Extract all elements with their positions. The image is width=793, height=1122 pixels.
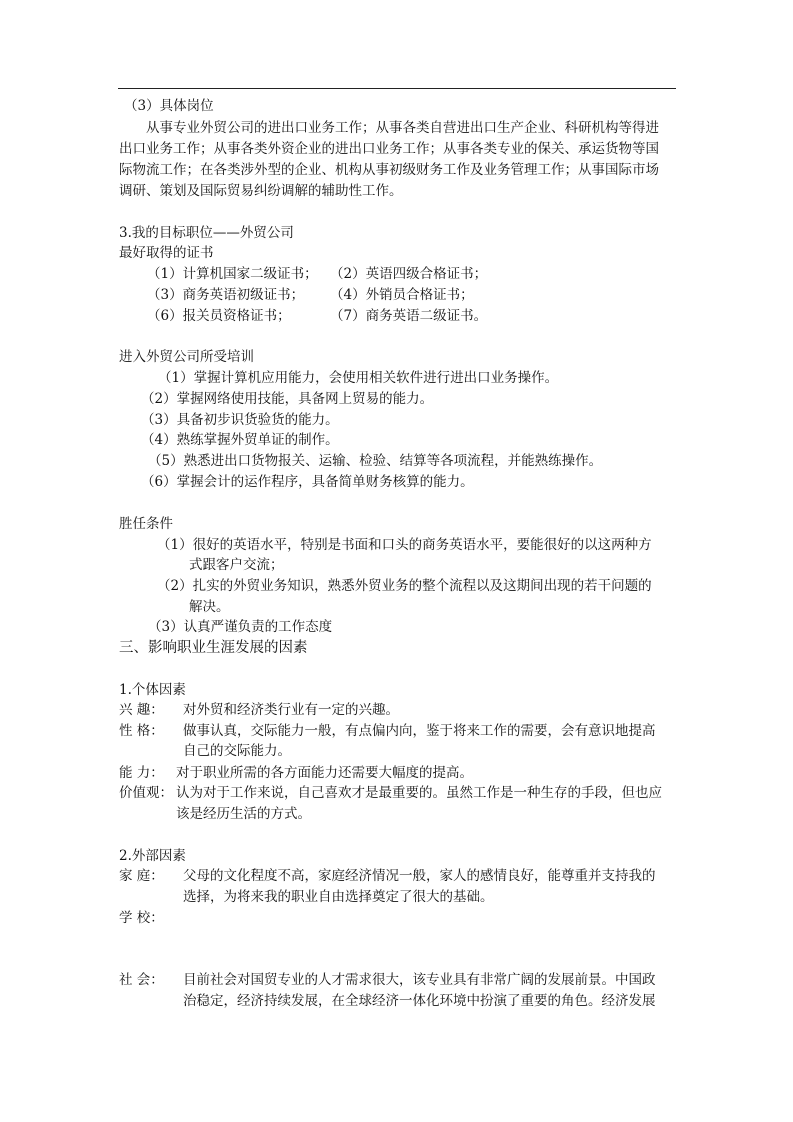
jobs-heading: （3）具体岗位 bbox=[124, 98, 214, 114]
character-label: 性 格： bbox=[119, 723, 164, 739]
competence-item-2: （2）扎实的外贸业务知识，熟悉外贸业务的整个流程以及这期间出现的若干问题的 bbox=[157, 578, 652, 594]
jobs-line-1: 从事专业外贸公司的进出口业务工作；从事各类自营进出口生产企业、科研机构等得进 bbox=[146, 120, 659, 136]
competence-item-2-cont: 解决。 bbox=[189, 599, 230, 615]
cert-item: （4）外销员合格证书； bbox=[330, 287, 474, 303]
training-item: （4）熟练掌握外贸单证的制作。 bbox=[141, 432, 339, 448]
society-label: 社 会： bbox=[119, 972, 164, 988]
society-text: 目前社会对国贸专业的人才需求很大，该专业具有非常广阔的发展前景。中国政 bbox=[183, 972, 656, 988]
values-label: 价值观： bbox=[119, 785, 173, 801]
character-text-cont: 自己的交际能力。 bbox=[183, 743, 291, 759]
interest-text: 对外贸和经济类行业有一定的兴趣。 bbox=[183, 702, 399, 718]
school-label: 学 校： bbox=[119, 910, 164, 926]
training-item: （1）掌握计算机应用能力，会使用相关软件进行进出口业务操作。 bbox=[158, 370, 559, 386]
cert-item: （1）计算机国家二级证书； bbox=[147, 266, 318, 282]
family-text: 父母的文化程度不高，家庭经济情况一般，家人的感情良好，能尊重并支持我的 bbox=[183, 868, 656, 884]
competence-item-1-cont: 式跟客户交流； bbox=[189, 557, 284, 573]
family-label: 家 庭： bbox=[119, 868, 164, 884]
character-text: 做事认真，交际能力一般，有点偏内向，鉴于将来工作的需要，会有意识地提高 bbox=[183, 723, 656, 739]
training-item: （2）掌握网络使用技能，具备网上贸易的能力。 bbox=[141, 391, 434, 407]
values-text: 认为对于工作来说，自己喜欢才是最重要的。虽然工作是一种生存的手段，但也应 bbox=[176, 785, 662, 801]
competence-heading: 胜任条件 bbox=[119, 516, 173, 532]
training-item: （3）具备初步识货验货的能力。 bbox=[141, 412, 339, 428]
external-heading: 2.外部因素 bbox=[119, 848, 186, 864]
target-heading: 3.我的目标职位——外贸公司 bbox=[119, 225, 294, 241]
family-text-cont: 选择，为将来我的职业自由选择奠定了很大的基础。 bbox=[183, 889, 494, 905]
society-text-cont: 治稳定，经济持续发展，在全球经济一体化环境中扮演了重要的角色。经济发展 bbox=[183, 993, 656, 1009]
cert-item: （2）英语四级合格证书； bbox=[330, 266, 488, 282]
training-heading: 进入外贸公司所受培训 bbox=[119, 349, 254, 365]
interest-label: 兴 趣： bbox=[119, 702, 164, 718]
cert-item: （3）商务英语初级证书； bbox=[147, 287, 305, 303]
training-item: （6）掌握会计的运作程序，具备简单财务核算的能力。 bbox=[141, 474, 474, 490]
cert-item: （7）商务英语二级证书。 bbox=[330, 308, 488, 324]
certs-heading: 最好取得的证书 bbox=[119, 245, 214, 261]
jobs-line-3: 际物流工作；在各类涉外型的企业、机构从事初级财务工作及业务管理工作；从事国际市场 bbox=[119, 162, 659, 178]
training-item: （5）熟悉进出口货物报关、运输、检验、结算等各项流程，并能熟练操作。 bbox=[148, 453, 603, 469]
jobs-line-4: 调研、策划及国际贸易纠纷调解的辅助性工作。 bbox=[119, 183, 403, 199]
ability-text: 对于职业所需的各方面能力还需要大幅度的提高。 bbox=[176, 765, 473, 781]
competence-item-1: （1）很好的英语水平，特别是书面和口头的商务英语水平，要能很好的以这两种方 bbox=[157, 537, 652, 553]
cert-item: （6）报关员资格证书； bbox=[147, 308, 291, 324]
ability-label: 能 力： bbox=[119, 765, 164, 781]
competence-item-3: （3）认真严谨负责的工作态度 bbox=[148, 619, 333, 635]
header-rule bbox=[118, 88, 676, 89]
factors-heading: 三、影响职业生涯发展的因素 bbox=[119, 640, 308, 656]
values-text-cont: 该是经历生活的方式。 bbox=[176, 806, 311, 822]
jobs-line-2: 出口业务工作；从事各类外资企业的进出口业务工作；从事各类专业的保关、承运货物等国 bbox=[119, 141, 659, 157]
personal-heading: 1.个体因素 bbox=[119, 682, 186, 698]
